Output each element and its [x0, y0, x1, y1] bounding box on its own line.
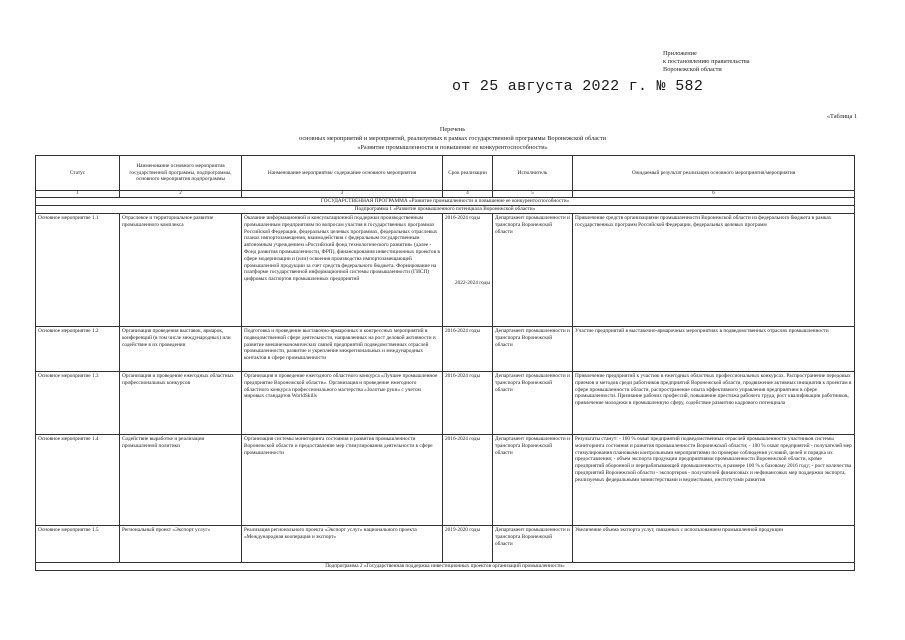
row-period: 2019-2020 годы: [443, 526, 493, 563]
row-content: Организация и проведение ежегодного областного конкурса «Лучшее промышленное предприятие Воронежской области». Организация и проведение ежегодного областного конкурса профессионального мастерства «Золотые руки» с учетом мировых стандартов WorldSkills: [242, 372, 443, 435]
table-row: [36, 214, 855, 327]
header-result: Ожидаемый результат реализации основного мероприятия/мероприятия: [573, 156, 855, 191]
row-status: Основное мероприятие 1.5: [36, 526, 120, 563]
row-result: Увеличение объема экспорта услуг, связанных с использованием промышленной продукции: [573, 526, 855, 563]
row-executor: Департамент промышленности и транспорта Воронежской области: [493, 526, 573, 563]
program-title: ГОСУДАРСТВЕННАЯ ПРОГРАММА «Развитие промышленности и повышение ее конкурентоспособности»: [36, 198, 855, 206]
row-status: Основное мероприятие 1.4: [36, 435, 120, 526]
row-content: Реализация регионального проекта «Экспорт услуг» национального проекта «Международная кооперация и экспорт»: [242, 526, 443, 563]
row-name: Содействие выработке и реализации промышленной политики: [120, 435, 242, 526]
row-content: Подготовка и проведение выставочно-ярмарочных и конгрессных мероприятий в подведомственной сфере деятельности, направленных на рост деловой активности и развитие внешнеэкономических связей предприятий подведомственных отраслей промышленности, развитие и укрепление межрегиональных и международных контактов в сфере промышленности: [242, 327, 443, 372]
table-row: [36, 435, 855, 526]
row-name: Региональный проект «Экспорт услуг»: [120, 526, 242, 563]
table-reference: «Таблица 1: [826, 113, 857, 120]
table-row: [36, 327, 855, 372]
table-row: [36, 526, 855, 563]
row-status: Основное мероприятие 1.2: [36, 327, 120, 372]
row-executor: Департамент промышленности и транспорта Воронежской области: [493, 372, 573, 435]
row-period: 2016-2024 годы: [445, 215, 481, 221]
appendix-line-1: Приложение: [663, 50, 697, 57]
appendix-line-3: Воронежской области: [663, 66, 722, 73]
title-line-2: основных мероприятий и мероприятий, реализуемых в рамках государственной программы Воронежской области: [299, 135, 606, 142]
subprogram-2-row: [36, 563, 855, 571]
row-period: 2016-2024 годы: [443, 435, 493, 526]
col-num-3: 3: [242, 191, 443, 198]
document-title: [0, 125, 905, 152]
subprogram-2-title: Подпрограмма 2 «Государственная поддержка инвестиционных проектов организаций промышленности»: [36, 563, 855, 571]
row-executor: Департамент промышленности и транспорта Воронежской области: [493, 327, 573, 372]
appendix-header: [663, 50, 883, 74]
row-executor: Департамент промышленности и транспорта Воронежской области: [493, 214, 573, 327]
row-period: 2016-2024 годы: [443, 327, 493, 372]
row-period-2: 2022-2024 годы: [454, 279, 490, 286]
col-num-6: 6: [573, 191, 855, 198]
subprogram-1-row: [36, 206, 855, 214]
table-header-row: [36, 156, 855, 191]
col-num-1: 1: [36, 191, 120, 198]
row-name: Организация и проведение ежегодных областных профессиональных конкурсов: [120, 372, 242, 435]
row-content: Оказание информационной и консультационной поддержки производственным промышленным предприятиям по вопросам участия в государственных программах Российской Федерации, федеральных целевых программах, федеральных отраслевых планах импортозамещения, взаимодействия с федеральным государственным автономным учреждением «Российский фонд технологического развития» (далее - Фонд развития промышленности, ФРП), финансирования инвестиционных проектов в сфере модернизации и (или) освоения производства импортозамещающей промышленной продукции за счет средств федерального бюджета. Формирование на платформе государственной информационной системы промышленности (ГИСП) цифровых паспортов промышленных предприятий: [242, 214, 443, 327]
col-num-4: 4: [443, 191, 493, 198]
column-number-row: [36, 191, 855, 198]
row-result: Привлечение предприятий к участию в ежегодных областных профессиональных конкурсах. Распространение передовых приемов и методов среди работников предприятий Воронежской области, продвижение активных инициатив к проектам в сфере промышленности области, распространение опыта эффективного управления предприятием в сфере промышленности. Признание рабочих профессий, повышение престижа рабочего труда, рост квалификации работников, привлечение молодежи в промышленную сферу, содействие развитию кадрового потенциала: [573, 372, 855, 435]
decree-date: от 25 августа 2022 г. № 582: [452, 78, 704, 95]
title-line-1: Перечень: [439, 126, 466, 133]
appendix-line-2: к постановлению правительства: [663, 58, 750, 65]
header-period: Срок реализации: [443, 156, 493, 191]
row-result: Привлечение средств организациями промышленности Воронежской области из федерального бюджета в рамках государственных программ Российской Федерации, федеральных целевых программ: [573, 214, 855, 327]
row-result: Участие предприятий в выставочно-ярмарочных мероприятиях в подведомственных отраслях промышленности: [573, 327, 855, 372]
table-row: [36, 372, 855, 435]
header-status: Статус: [36, 156, 120, 191]
program-row: [36, 198, 855, 206]
row-period-cell: [443, 214, 493, 327]
measures-table: [35, 155, 855, 571]
header-name: Наименование основного мероприятия государственной программы, подпрограммы, основного мероприятия подпрограммы: [120, 156, 242, 191]
header-executor: Исполнитель: [493, 156, 573, 191]
subprogram-1-title: Подпрограмма 1 «Развитие промышленного потенциала Воронежской области»: [36, 206, 855, 214]
col-num-2: 2: [120, 191, 242, 198]
row-name: Отраслевое и территориальное развитие промышленного комплекса: [120, 214, 242, 327]
row-name: Организация проведения выставок, ярмарок, конференций (в том числе международных) или содействие в их проведении: [120, 327, 242, 372]
row-content: Организация системы мониторинга состояния и развития промышленности Воронежской области и предоставление мер стимулирования деятельности в сфере промышленности: [242, 435, 443, 526]
row-status: Основное мероприятие 1.3: [36, 372, 120, 435]
col-num-5: 5: [493, 191, 573, 198]
header-content: Наименование мероприятия/ содержание основного мероприятия: [242, 156, 443, 191]
row-result: Результаты станут: - 100 % охват предприятий подведомственных отраслей промышленности участников системы мониторинга состояния и развития промышленности Воронежской области; - 100 % охват предприятий - получателей мер стимулирования плановыми контрольными мероприятиями по проверке соблюдения условий, целей и порядка их предоставления; - объем экспорта продукции предприятиями промышленности Воронежской области, кроме предприятий оборонной и перерабатывающей промышленности, в размере 100 % к базовому 2016 году; - рост количества предприятий Воронежской области - экспортеров - получателей финансовых и нефинансовых мер поддержки экспорта, реализуемых федеральными министерствами и ведомствами, институтами развития: [573, 435, 855, 526]
row-status: Основное мероприятие 1.1: [36, 214, 120, 327]
row-executor: Департамент промышленности и транспорта Воронежской области: [493, 435, 573, 526]
row-period: 2016-2024 годы: [443, 372, 493, 435]
title-line-3: «Развитие промышленности и повышение ее конкурентоспособности»: [357, 144, 548, 151]
